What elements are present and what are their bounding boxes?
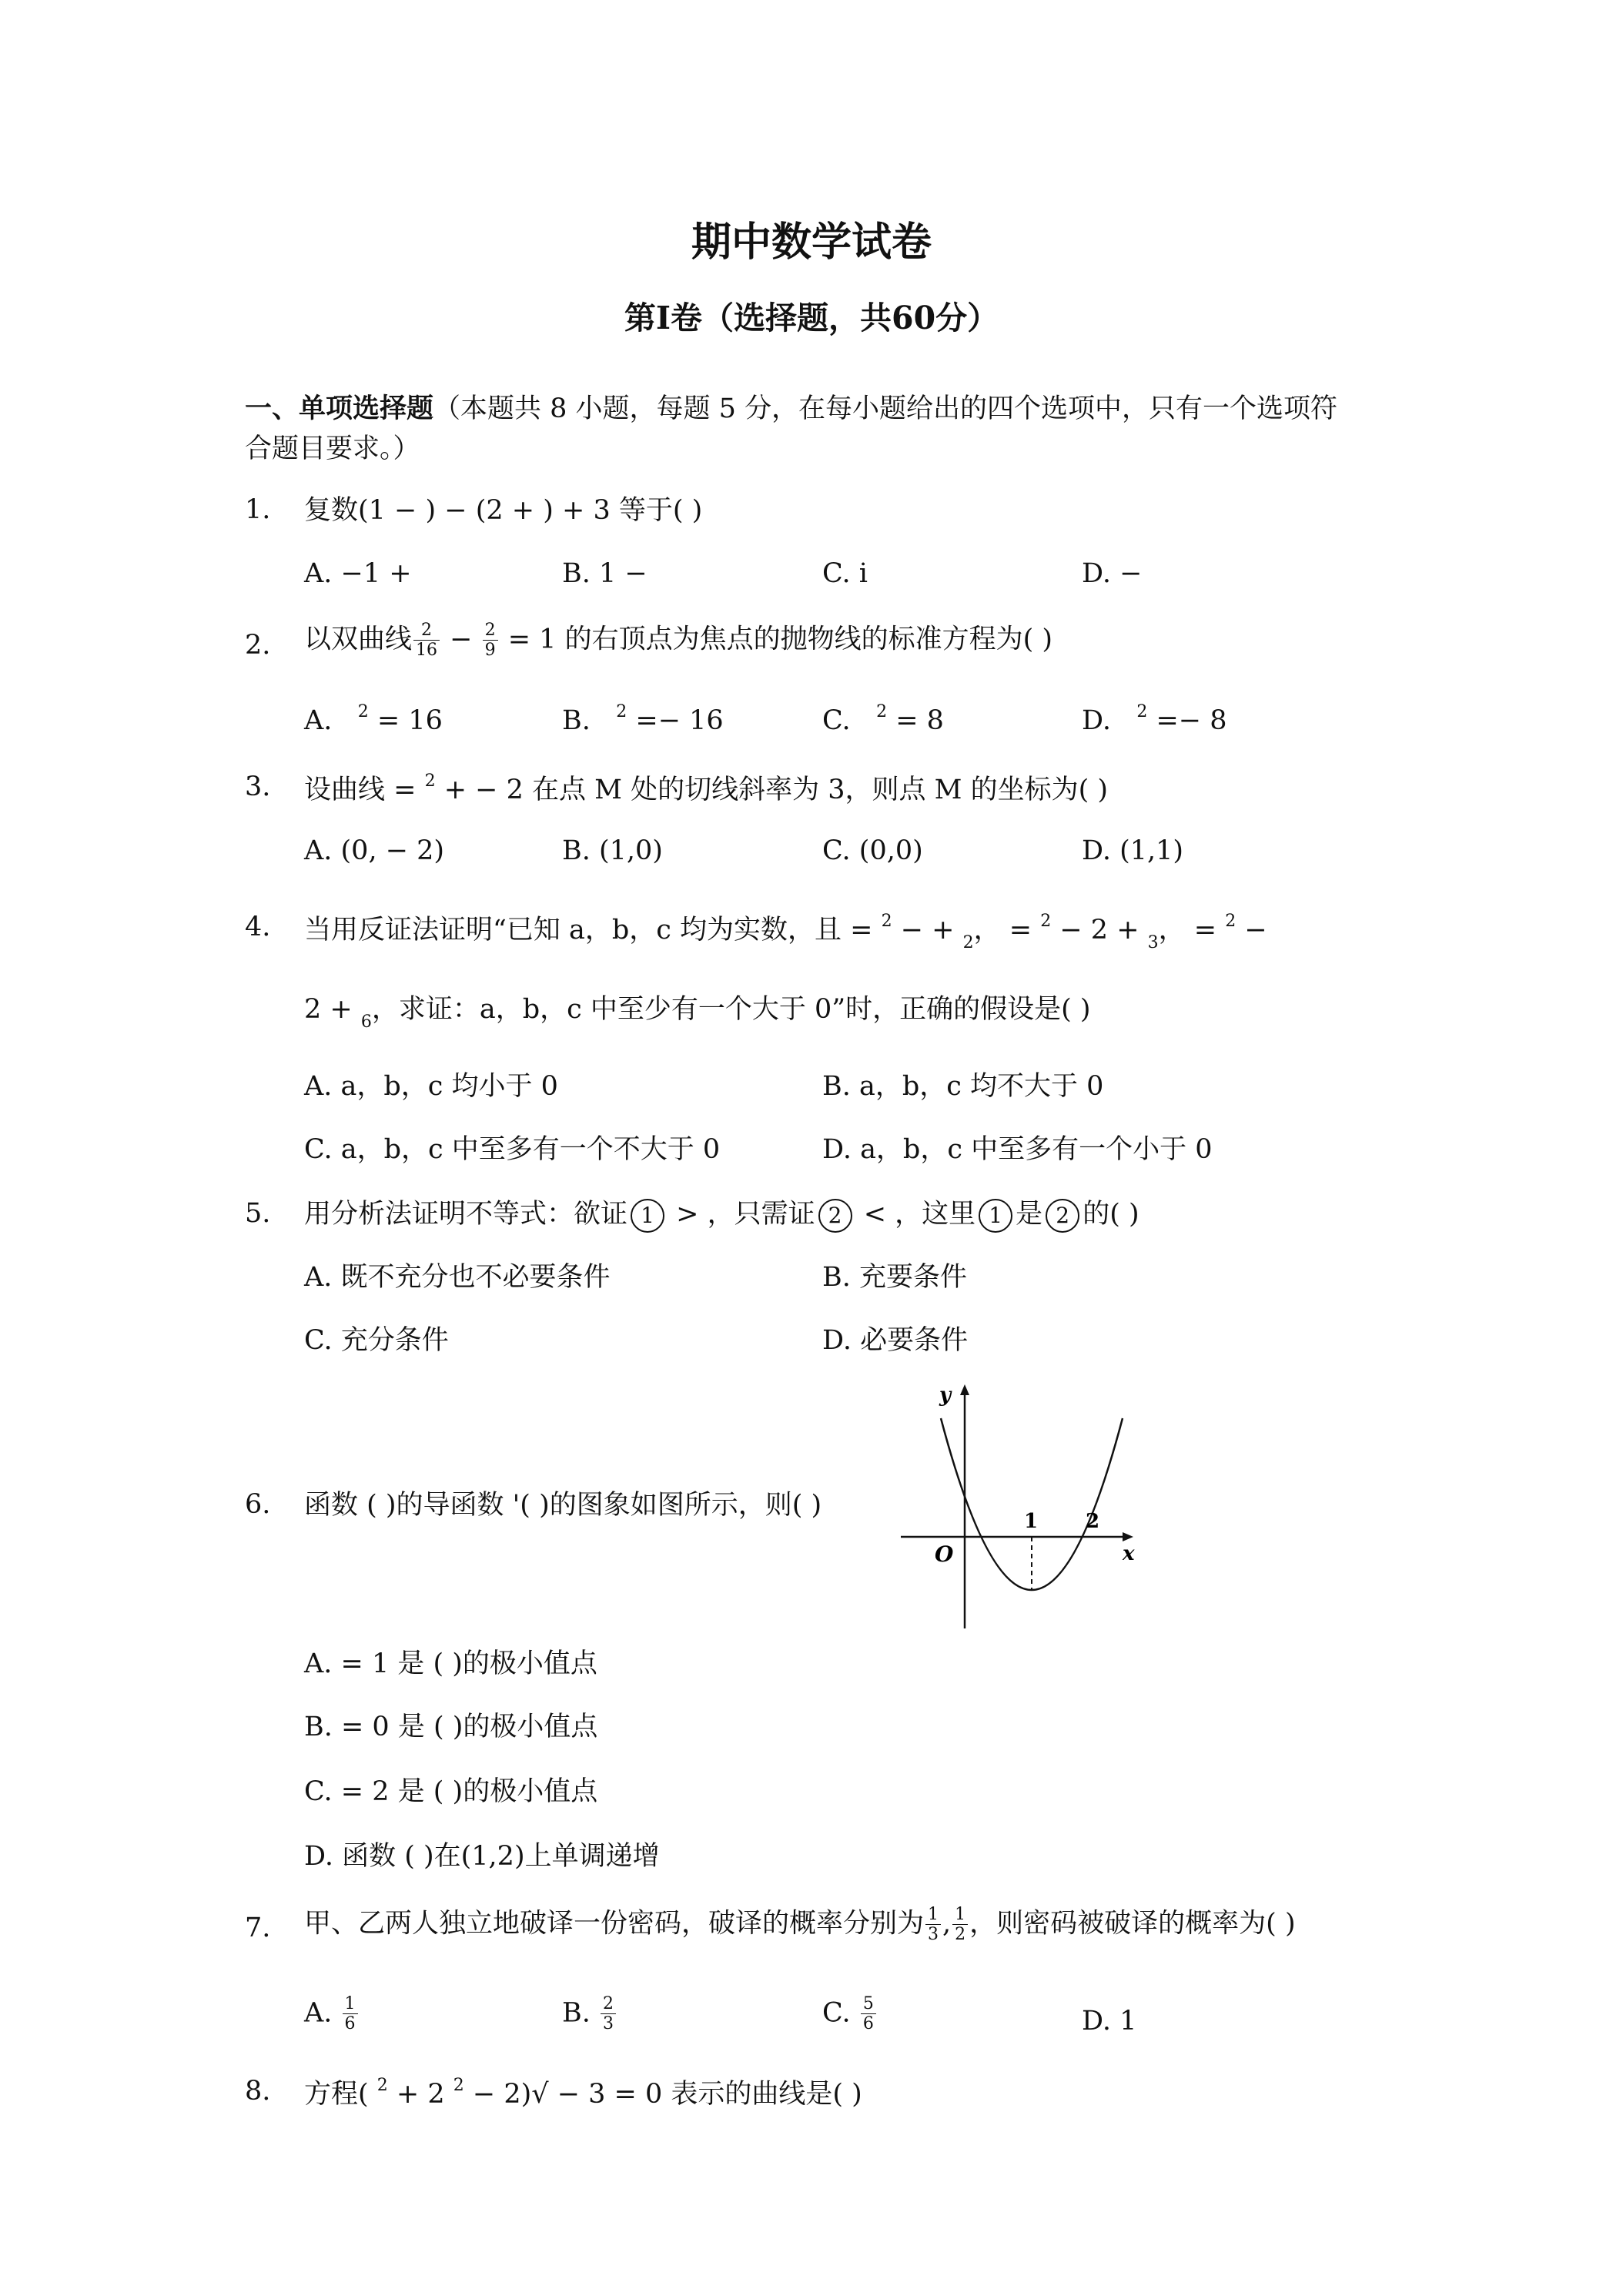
- question-7-option-d: D. 1: [1082, 2006, 1137, 2037]
- question-number: 2.: [245, 630, 271, 661]
- fraction: [952, 1905, 968, 1945]
- question-2-stem: [304, 621, 1052, 661]
- page-title: 期中数学试卷: [691, 219, 932, 266]
- question-8-stem: [304, 2076, 862, 2110]
- text-segment: 用分析法证明不等式：欲证: [304, 1199, 628, 1230]
- superscript: 2: [376, 2076, 388, 2095]
- question-7-option-a: [304, 1994, 360, 2034]
- text-segment: 2 +: [304, 994, 361, 1025]
- superscript: 2: [1136, 702, 1148, 721]
- fraction-denominator: 2: [955, 1925, 966, 1945]
- question-2-option-c: [822, 702, 944, 737]
- fraction-denominator: 6: [344, 2014, 356, 2034]
- fraction-numerator: 5: [861, 1994, 876, 2014]
- question-4-option-a: A. a，b，c 均小于 0: [304, 1071, 558, 1102]
- text-segment: 是: [1016, 1199, 1043, 1230]
- circled-number: 1: [631, 1199, 664, 1233]
- fraction: [483, 621, 498, 661]
- question-1-option-b: B. 1 −: [562, 558, 648, 589]
- section-heading: 一、单项选择题: [245, 393, 434, 424]
- question-1-option-d: D. −: [1082, 558, 1143, 589]
- fraction-denominator: 6: [862, 2014, 874, 2034]
- fraction-numerator: 1: [952, 1905, 968, 1925]
- question-number: 3.: [245, 771, 271, 802]
- text-segment: −: [1236, 915, 1267, 946]
- text-segment: ,: [942, 1908, 952, 1940]
- fraction: [601, 1994, 616, 2034]
- fraction: [925, 1905, 941, 1945]
- subscript: 2: [962, 933, 974, 952]
- option-label: C.: [822, 705, 851, 736]
- y-axis-label: y: [939, 1384, 952, 1407]
- question-3-stem: [304, 771, 1108, 806]
- fraction-numerator: 1: [925, 1905, 941, 1925]
- text-segment: < ，这里: [855, 1199, 976, 1230]
- section-instructions-line2: 合题目要求。）: [245, 433, 420, 464]
- question-2-stem-pre: 以双曲线: [304, 624, 413, 655]
- question-number: 6.: [245, 1489, 271, 1520]
- fraction: [343, 1994, 358, 2034]
- fraction-numerator: 2: [483, 621, 498, 641]
- subscript: 3: [1147, 933, 1159, 952]
- question-3-option-c: C. (0,0): [822, 835, 923, 866]
- superscript: 2: [1225, 912, 1236, 931]
- superscript: 2: [424, 771, 436, 791]
- question-6-option-a: A. = 1 是 ( )的极小值点: [304, 1648, 597, 1679]
- question-3-stem-pre: 设曲线 =: [304, 775, 425, 805]
- option-label: A.: [304, 705, 333, 736]
- text-segment: − 2 +: [1051, 915, 1148, 946]
- option-text: = 8: [887, 705, 944, 736]
- fraction-numerator: 2: [601, 1994, 616, 2014]
- option-text: =− 16: [627, 705, 724, 736]
- derivative-graph: [893, 1378, 1139, 1632]
- tick-label-1: 1: [1024, 1510, 1039, 1533]
- superscript: 2: [1040, 912, 1052, 931]
- question-4-line2: [304, 993, 1091, 1033]
- question-3-option-d: D. (1,1): [1082, 835, 1184, 866]
- fraction-denominator: 16: [416, 641, 438, 661]
- circled-number: 2: [1046, 1199, 1079, 1233]
- fraction-denominator: 3: [603, 2014, 614, 2034]
- question-number: 4.: [245, 912, 271, 942]
- superscript: 2: [876, 702, 888, 721]
- question-5-option-b: B. 充要条件: [822, 1262, 967, 1293]
- question-6-option-c: C. = 2 是 ( )的极小值点: [304, 1776, 598, 1807]
- fraction-denominator: 9: [484, 641, 496, 661]
- text-segment: − 2)√ − 3 = 0 表示的曲线是( ): [463, 2079, 862, 2110]
- text-segment: − +: [892, 915, 963, 946]
- text-segment: ，则密码被破译的概率为( ): [969, 1908, 1296, 1940]
- question-2-option-b: [562, 702, 724, 737]
- fraction: [413, 621, 440, 661]
- x-axis-label: x: [1123, 1542, 1135, 1565]
- question-1-stem: 复数(1 − ) − (2 + ) + 3 等于( ): [304, 495, 703, 526]
- option-label: B.: [562, 705, 591, 736]
- question-5-option-d: D. 必要条件: [822, 1325, 969, 1356]
- section-instructions: [245, 393, 1337, 425]
- fraction-numerator: 2: [413, 621, 440, 641]
- question-6-option-d: D. 函数 ( )在(1,2)上单调递增: [304, 1841, 660, 1872]
- question-7-stem: [304, 1905, 1296, 1945]
- question-4-option-d: D. a，b，c 中至多有一个小于 0: [822, 1134, 1213, 1165]
- page-subtitle: 第Ⅰ卷（选择题，共60分）: [624, 300, 999, 336]
- y-axis-arrow: [960, 1384, 969, 1395]
- question-number: 1.: [245, 494, 271, 525]
- text-segment: > ，只需证: [668, 1199, 815, 1230]
- question-1-option-a: A. −1 +: [304, 558, 412, 589]
- question-2-option-a: [304, 702, 443, 737]
- question-number: 7.: [245, 1913, 271, 1943]
- text-segment: 甲、乙两人独立地破译一份密码，破译的概率分别为: [304, 1908, 925, 1940]
- subscript: 6: [360, 1012, 372, 1032]
- question-4-option-c: C. a，b，c 中至多有一个不大于 0: [304, 1134, 721, 1165]
- text-segment: ，求证：a，b，c 中至少有一个大于 0”时，正确的假设是( ): [371, 994, 1091, 1025]
- fraction: [861, 1994, 876, 2034]
- superscript: 2: [881, 912, 892, 931]
- superscript: 2: [616, 702, 627, 721]
- question-4-line1: [304, 912, 1267, 953]
- question-1-option-c: C. i: [822, 558, 868, 589]
- section-instructions-line1: （本题共 8 小题，每题 5 分，在每小题给出的四个选项中，只有一个选项符: [433, 393, 1338, 424]
- text-segment: 的( ): [1083, 1199, 1139, 1230]
- superscript: 2: [453, 2076, 464, 2095]
- origin-label: O: [935, 1541, 954, 1567]
- circled-number: 1: [979, 1199, 1012, 1233]
- question-3-option-a: A. (0, − 2): [304, 835, 445, 866]
- text-segment: ， =: [973, 915, 1041, 946]
- question-4-option-b: B. a，b，c 均不大于 0: [822, 1071, 1104, 1102]
- question-7-option-b: [562, 1994, 617, 2034]
- fraction-denominator: 3: [928, 1925, 939, 1945]
- question-2-stem-post: = 1 的右顶点为焦点的抛物线的标准方程为( ): [499, 624, 1053, 655]
- text-segment: 方程(: [304, 2079, 377, 2110]
- text-segment: + 2: [387, 2079, 453, 2110]
- text-segment: 当用反证法证明“已知 a，b，c 均为实数，且 =: [304, 915, 882, 946]
- question-3-stem-post: + − 2 在点 M 处的切线斜率为 3，则点 M 的坐标为( ): [435, 775, 1109, 805]
- question-6-option-b: B. = 0 是 ( )的极小值点: [304, 1712, 598, 1742]
- question-7-option-c: [822, 1994, 878, 2034]
- option-text: =− 8: [1147, 705, 1227, 736]
- option-label: D.: [1082, 705, 1111, 736]
- superscript: 2: [357, 702, 369, 721]
- minus-sign: −: [441, 624, 481, 655]
- question-3-option-b: B. (1,0): [562, 835, 663, 866]
- option-label: C.: [822, 1997, 851, 2029]
- question-5-option-c: C. 充分条件: [304, 1325, 449, 1356]
- option-text: = 16: [368, 705, 443, 736]
- fraction-numerator: 1: [343, 1994, 358, 2014]
- option-label: B.: [562, 1997, 591, 2029]
- question-6-stem: 函数 ( )的导函数 '( )的图象如图所示，则( ): [304, 1490, 822, 1521]
- question-number: 8.: [245, 2076, 271, 2107]
- question-5-stem: [304, 1198, 1139, 1233]
- option-label: A.: [304, 1997, 333, 2029]
- question-number: 5.: [245, 1198, 271, 1229]
- question-5-option-a: A. 既不充分也不必要条件: [304, 1262, 611, 1293]
- circled-number: 2: [818, 1199, 852, 1233]
- x-axis-arrow: [1123, 1532, 1133, 1541]
- question-2-option-d: [1082, 702, 1227, 737]
- text-segment: ， =: [1158, 915, 1226, 946]
- tick-label-2: 2: [1086, 1510, 1100, 1533]
